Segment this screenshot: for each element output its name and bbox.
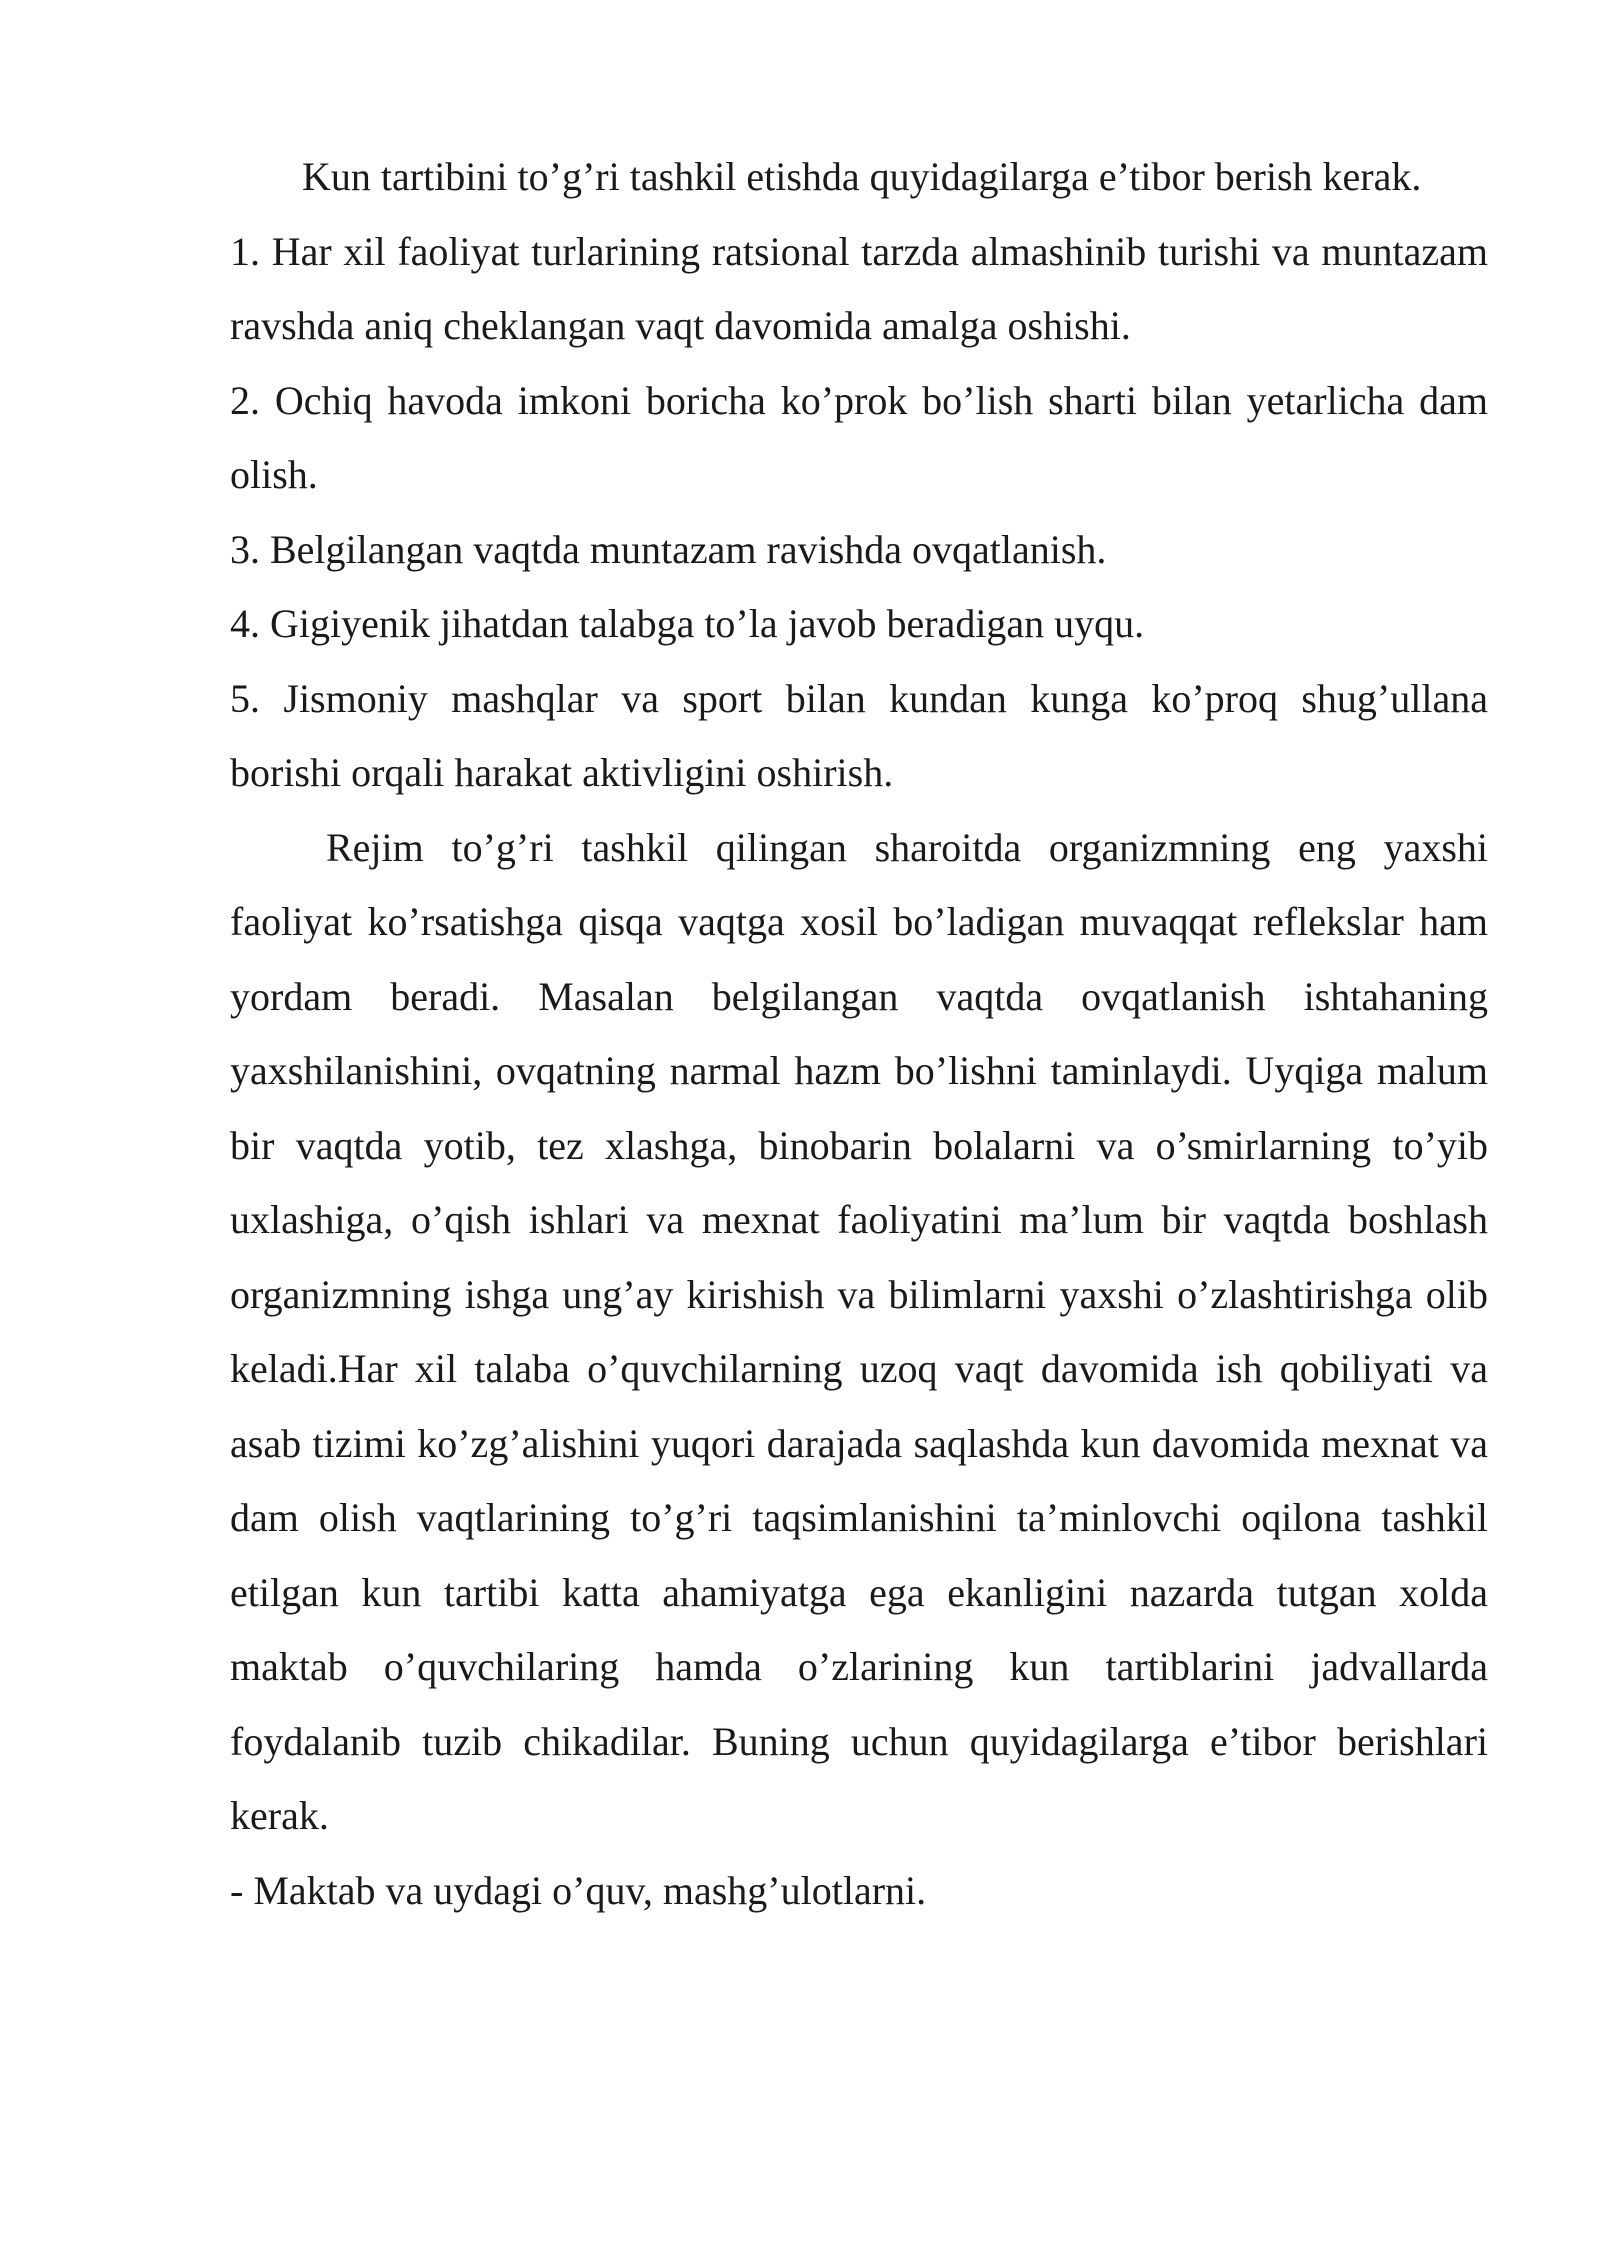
list-item-5: 5. Jismoniy mashqlar va sport bilan kundan kunga ko’proq shug’ullana borishi orqali harakat aktivligini oshirish. <box>230 675 1488 795</box>
list-item-3: 3. Belgilangan vaqtda muntazam ravishda ovqatlanish. <box>230 526 1107 572</box>
list-item-2: 2. Ochiq havoda imkoni boricha ko’prok bo’lish sharti bilan yetarlicha dam olish. <box>230 377 1488 497</box>
document-page <box>230 140 1488 1928</box>
body-paragraph: Rejim to’g’ri tashkil qilingan sharoitda organizmning eng yaxshi faoliyat ko’rsatishga qisqa vaqtga xosil bo’ladigan muvaqqat reflekslar ham yordam beradi. Masalan belgilangan vaqtda ovqatlanish ishtahaning yaxshilanishini, ovqatning narmal hazm bo’lishni taminlaydi. Uyqiga malum bir vaqtda yotib, tez xlashga, binobarin bolalarni va o’smirlarning to’yib uxlashiga, o’qish ishlari va mexnat faoliyatini ma’lum bir vaqtda boshlash organizmning ishga ung’ay kirishish va bilimlarni yaxshi o’zlashtirishga olib keladi.Har xil talaba o’quvchilarning uzoq vaqt davomida ish qobiliyati va asab tizimi ko’zg’alishini yuqori darajada saqlashda kun davomida mexnat va dam olish vaqtlarining to’g’ri taqsimlanishini ta’minlovchi oqilona tashkil etilgan kun tartibi katta ahamiyatga ega ekanligini nazarda tutgan xolda maktab o’quvchilaring hamda o’zlarining kun tartiblarini jadvallarda foydalanib tuzib chikadilar. Buning uchun quyidagilarga e’tibor berishlari kerak. <box>230 824 1488 1838</box>
intro-paragraph: Kun tartibini to’g’ri tashkil etishda quyidagilarga e’tibor berish kerak. <box>302 154 1422 199</box>
list-item-1: 1. Har xil faoliyat turlarining ratsional tarzda almashinib turishi va muntazam ravshda aniq cheklangan vaqt davomida amalga oshishi. <box>230 228 1488 348</box>
dash-list-item: - Maktab va uydagi o’quv, mashg’ulotlarni. <box>230 1867 927 1913</box>
list-item-4: 4. Gigiyenik jihatdan talabga to’la javob beradigan uyqu. <box>230 601 1145 646</box>
